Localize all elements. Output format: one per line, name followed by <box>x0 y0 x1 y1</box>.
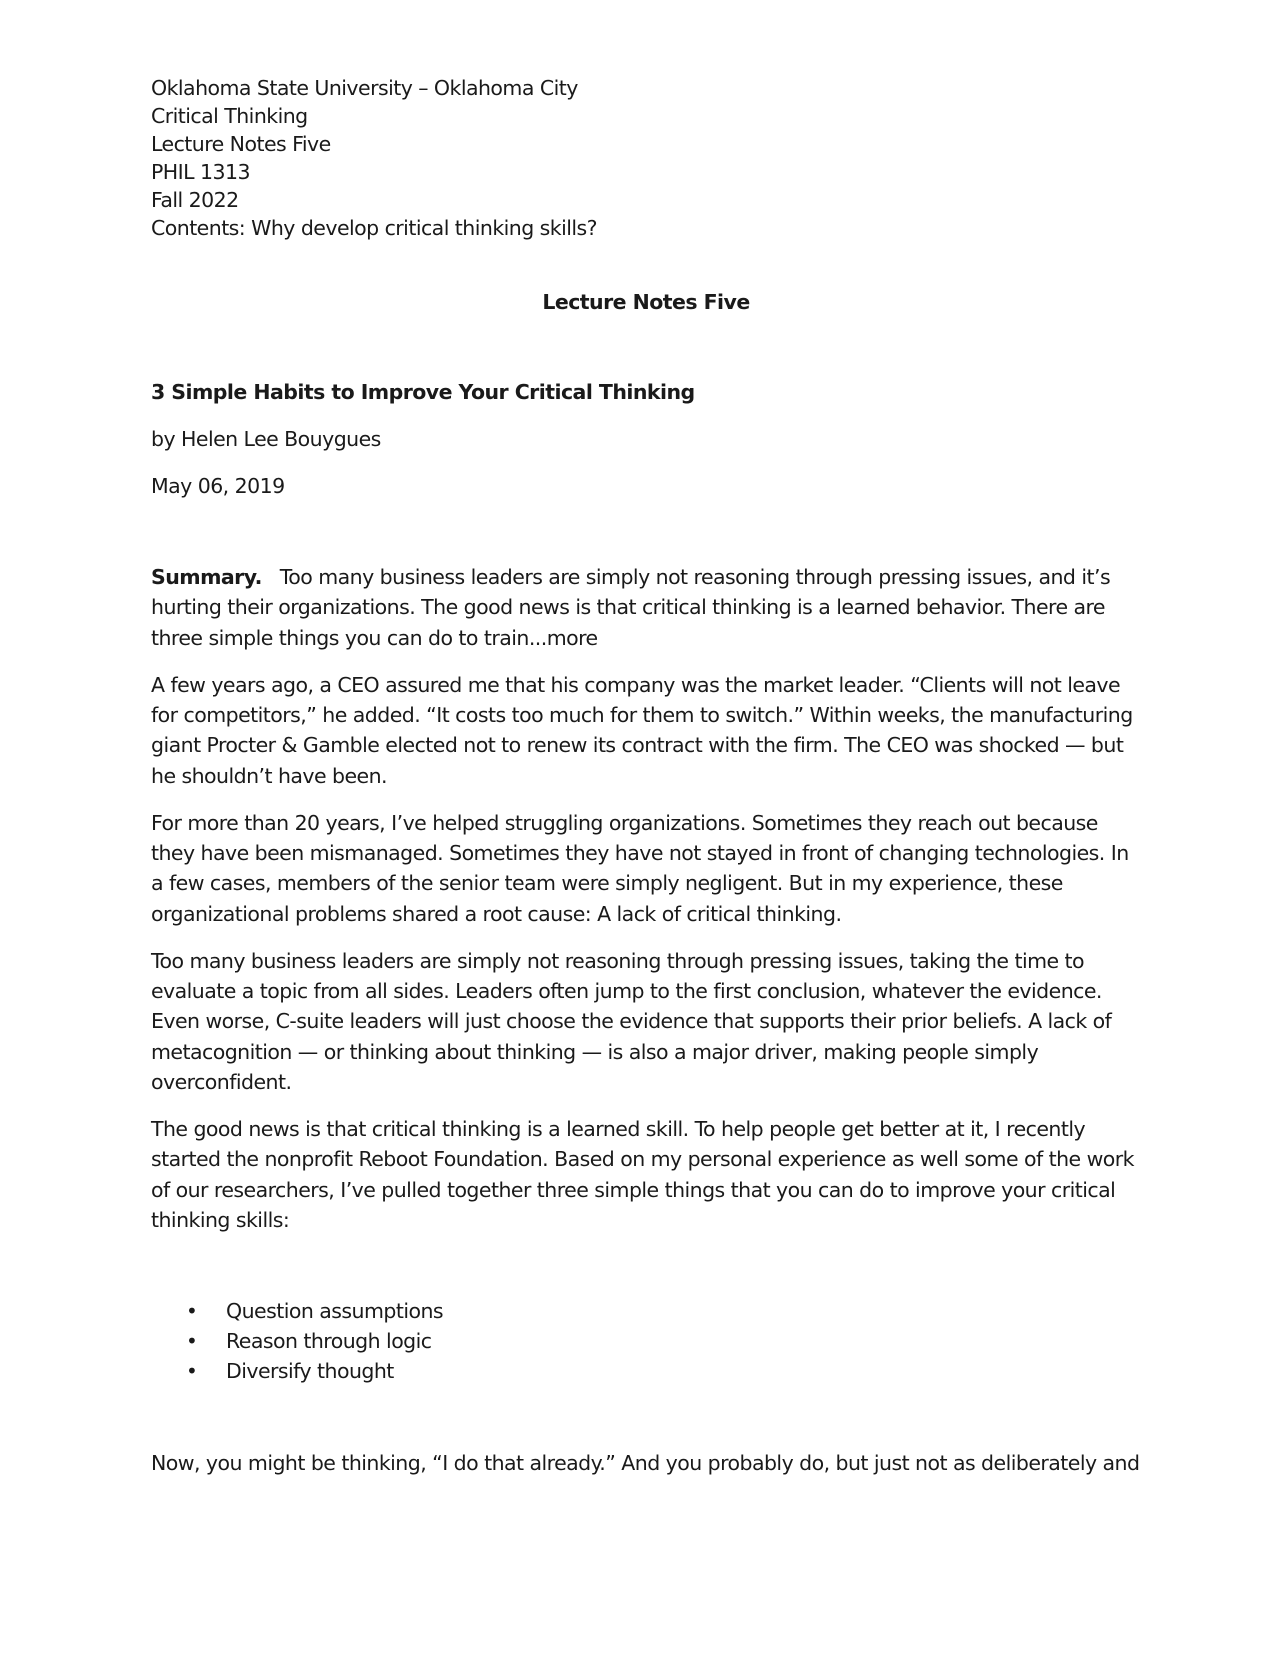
bullet-icon: • <box>186 1328 198 1353</box>
document-page <box>151 74 1141 1479</box>
habits-list <box>151 1296 1141 1387</box>
summary-label: Summary. <box>151 565 262 589</box>
body-paragraph: The good news is that critical thinking is a learned skill. To help people get better at it, I recently started the nonprofit Reboot Foundation. Based on my personal experience as well some of the work of our researchers, I’ve pulled together three simple things that you can do to improve your critical thinking skills: <box>151 1117 1134 1233</box>
summary-text: Too many business leaders are simply not reasoning through pressing issues, and it’s hurting their organizations. The good news is that critical thinking is a learned behavior. There are three simple things you can do to train...more <box>151 565 1117 650</box>
article-date: May 06, 2019 <box>151 474 285 498</box>
course-line: Critical Thinking <box>151 104 308 128</box>
body-paragraph: A few years ago, a CEO assured me that his company was the market leader. “Clients will not leave for competitors,” he added. “It costs too much for them to switch.” Within weeks, the manufacturing giant Procter & Gamble elected not to renew its contract with the firm. The CEO was shocked — but he shouldn’t have been. <box>151 672 1133 788</box>
notes-line: Lecture Notes Five <box>151 132 331 156</box>
article-title: 3 Simple Habits to Improve Your Critical Thinking <box>151 380 695 404</box>
term-line: Fall 2022 <box>151 188 239 212</box>
institution-line: Oklahoma State University – Oklahoma City <box>151 76 578 100</box>
document-header <box>151 74 1141 242</box>
summary-paragraph <box>151 562 1141 653</box>
article-byline: by Helen Lee Bouygues <box>151 427 381 451</box>
bullet-icon: • <box>186 1298 198 1323</box>
body-paragraph: Too many business leaders are simply not reasoning through pressing issues, taking the time to evaluate a topic from all sides. Leaders often jump to the first conclusion, whatever the evidence. Even worse, C-suite leaders will just choose the evidence that supports their prior beliefs. A lack of metacognition — or thinking about thinking — is also a major driver, making people simply overconfident. <box>151 948 1112 1095</box>
list-item-label: Question assumptions <box>226 1298 444 1323</box>
bullet-icon: • <box>186 1359 198 1384</box>
closing-paragraph: Now, you might be thinking, “I do that already.” And you probably do, but just not as deliberately and <box>151 1451 1140 1476</box>
document-title: Lecture Notes Five <box>542 290 750 314</box>
body-paragraph: For more than 20 years, I’ve helped struggling organizations. Sometimes they reach out because they have been mismanaged. Sometimes they have not stayed in front of changing technologies. In a few cases, members of the senior team were simply negligent. But in my experience, these organizational problems shared a root cause: A lack of critical thinking. <box>151 810 1129 926</box>
list-item <box>186 1326 1141 1356</box>
contents-line: Contents: Why develop critical thinking skills? <box>151 216 598 240</box>
list-item <box>186 1296 1141 1326</box>
list-item <box>186 1356 1141 1386</box>
list-item-label: Reason through logic <box>226 1328 432 1353</box>
list-item-label: Diversify thought <box>226 1359 394 1384</box>
course-code-line: PHIL 1313 <box>151 160 250 184</box>
